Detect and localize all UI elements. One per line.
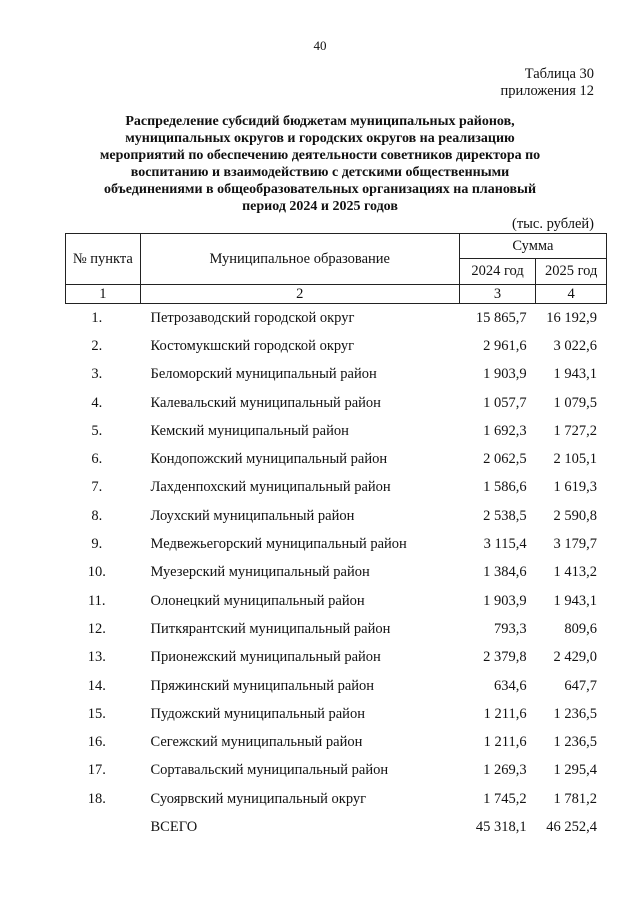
row-municipality: Лахденпохский муниципальный район [150, 479, 391, 496]
row-value-2025: 1 295,4 [553, 762, 597, 779]
row-municipality: Кемский муниципальный район [150, 422, 349, 439]
header-col-number: 4 [536, 285, 607, 304]
row-value-2024: 2 379,8 [483, 649, 527, 666]
table-row [65, 785, 607, 813]
table-row [65, 757, 607, 785]
row-number: 7. [91, 479, 103, 496]
row-number: 8. [91, 507, 103, 524]
row-municipality: Сегежский муниципальный район [150, 734, 363, 751]
table-row [65, 304, 607, 332]
row-value-2024: 1 745,2 [483, 790, 527, 807]
row-value-2025: 809,6 [564, 620, 597, 637]
row-number: 5. [91, 422, 103, 439]
row-value-2024: 1 269,3 [483, 762, 527, 779]
table-row [65, 644, 607, 672]
row-value-2024: 1 211,6 [483, 705, 527, 722]
row-municipality: Петрозаводский городской округ [150, 309, 355, 326]
table-row [65, 474, 607, 502]
row-value-2024: 15 865,7 [475, 309, 527, 326]
table-row [65, 417, 607, 445]
row-number: 3. [91, 366, 103, 383]
row-value-2025: 1 619,3 [553, 479, 597, 496]
row-number: 4. [91, 394, 103, 411]
row-value-2025: 647,7 [564, 677, 597, 694]
row-municipality: Прионежский муниципальный район [150, 649, 381, 666]
row-value-2025: 1 943,1 [553, 592, 597, 609]
row-value-2025: 1 943,1 [553, 366, 597, 383]
row-number: 14. [87, 677, 106, 694]
row-municipality: Муезерский муниципальный район [150, 564, 370, 581]
total-value-2024: 45 318,1 [475, 818, 527, 835]
row-value-2024: 3 115,4 [483, 536, 527, 553]
row-number: 12. [87, 620, 106, 637]
table-ref-line1: Таблица 30 [524, 66, 594, 82]
row-municipality: Питкярантский муниципальный район [150, 620, 391, 637]
table-row [65, 728, 607, 756]
row-value-2025: 2 590,8 [553, 507, 597, 524]
row-number: 13. [87, 649, 106, 666]
row-value-2025: 3 022,6 [553, 337, 597, 354]
total-row [65, 813, 607, 841]
table-row [65, 445, 607, 473]
row-municipality: Суоярвский муниципальный округ [150, 790, 367, 807]
row-number: 16. [87, 734, 106, 751]
row-value-2024: 1 211,6 [483, 734, 527, 751]
row-municipality: Пряжинский муниципальный район [150, 677, 375, 694]
row-value-2025: 1 236,5 [553, 734, 597, 751]
row-value-2025: 1 781,2 [553, 790, 597, 807]
row-value-2025: 1 236,5 [553, 705, 597, 722]
page-number: 40 [313, 38, 327, 53]
row-number: 10. [87, 564, 106, 581]
units-label: (тыс. рублей) [512, 216, 594, 232]
row-value-2024: 1 692,3 [483, 422, 527, 439]
table-row [65, 332, 607, 360]
row-value-2024: 1 057,7 [483, 394, 527, 411]
row-value-2024: 1 384,6 [483, 564, 527, 581]
row-municipality: Калевальский муниципальный район [150, 394, 381, 411]
total-blank [65, 813, 129, 841]
row-municipality: Пудожский муниципальный район [150, 705, 365, 722]
header-no: № пункта [66, 234, 141, 285]
header-year-2024: 2024 год [459, 259, 536, 285]
table-row [65, 615, 607, 643]
header-year-2025: 2025 год [536, 259, 607, 285]
table-header [65, 233, 607, 304]
row-value-2024: 1 586,6 [483, 479, 527, 496]
row-municipality: Олонецкий муниципальный район [150, 592, 365, 609]
row-number: 17. [87, 762, 106, 779]
row-value-2025: 2 105,1 [553, 451, 597, 468]
row-value-2025: 2 429,0 [553, 649, 597, 666]
row-value-2024: 634,6 [493, 677, 527, 694]
row-number: 18. [87, 790, 106, 807]
row-value-2024: 2 538,5 [483, 507, 527, 524]
data-table [65, 304, 607, 842]
row-municipality: Беломорский муниципальный район [150, 366, 377, 383]
header-col-number: 3 [459, 285, 536, 304]
table-row [65, 361, 607, 389]
total-label: ВСЕГО [150, 818, 198, 835]
header-col-number: 2 [140, 285, 459, 304]
row-number: 15. [87, 705, 106, 722]
total-value-2025: 46 252,4 [546, 818, 597, 835]
table-reference [501, 66, 594, 100]
row-value-2024: 2 062,5 [483, 451, 527, 468]
table-row [65, 587, 607, 615]
header-col-number: 1 [66, 285, 141, 304]
row-municipality: Сортавальский муниципальный район [150, 762, 389, 779]
row-municipality: Лоухский муниципальный район [150, 507, 355, 524]
row-value-2025: 16 192,9 [546, 309, 597, 326]
table-ref-line2: приложения 12 [500, 83, 594, 99]
row-number: 1. [91, 309, 103, 326]
table-row [65, 389, 607, 417]
row-value-2025: 3 179,7 [553, 536, 597, 553]
header-sum: Сумма [459, 234, 606, 259]
document-title: Распределение субсидий бюджетам муниципальных районов, муниципальных округов и городских округов на реализацию мероприятий по обеспечению деятельности советников директора по воспитанию и взаимодействию с детскими общественными объединениями в общеобразовательных организациях на плановый период 2024 и 2025 годов [99, 114, 541, 214]
row-value-2024: 793,3 [493, 620, 527, 637]
table-row [65, 530, 607, 558]
row-value-2025: 1 079,5 [553, 394, 597, 411]
table-row [65, 672, 607, 700]
row-value-2024: 2 961,6 [483, 337, 527, 354]
row-number: 2. [91, 337, 103, 354]
row-value-2025: 1 727,2 [553, 422, 597, 439]
row-number: 9. [91, 536, 103, 553]
row-municipality: Медвежьегорский муниципальный район [150, 536, 407, 553]
header-municipality: Муниципальное образование [140, 234, 459, 285]
table-row [65, 559, 607, 587]
row-value-2024: 1 903,9 [483, 366, 527, 383]
table-row [65, 502, 607, 530]
row-value-2024: 1 903,9 [483, 592, 527, 609]
row-number: 11. [87, 592, 106, 609]
row-municipality: Кондопожский муниципальный район [150, 451, 388, 468]
row-number: 6. [91, 451, 103, 468]
table-row [65, 700, 607, 728]
row-value-2025: 1 413,2 [553, 564, 597, 581]
row-municipality: Костомукшский городской округ [150, 337, 355, 354]
